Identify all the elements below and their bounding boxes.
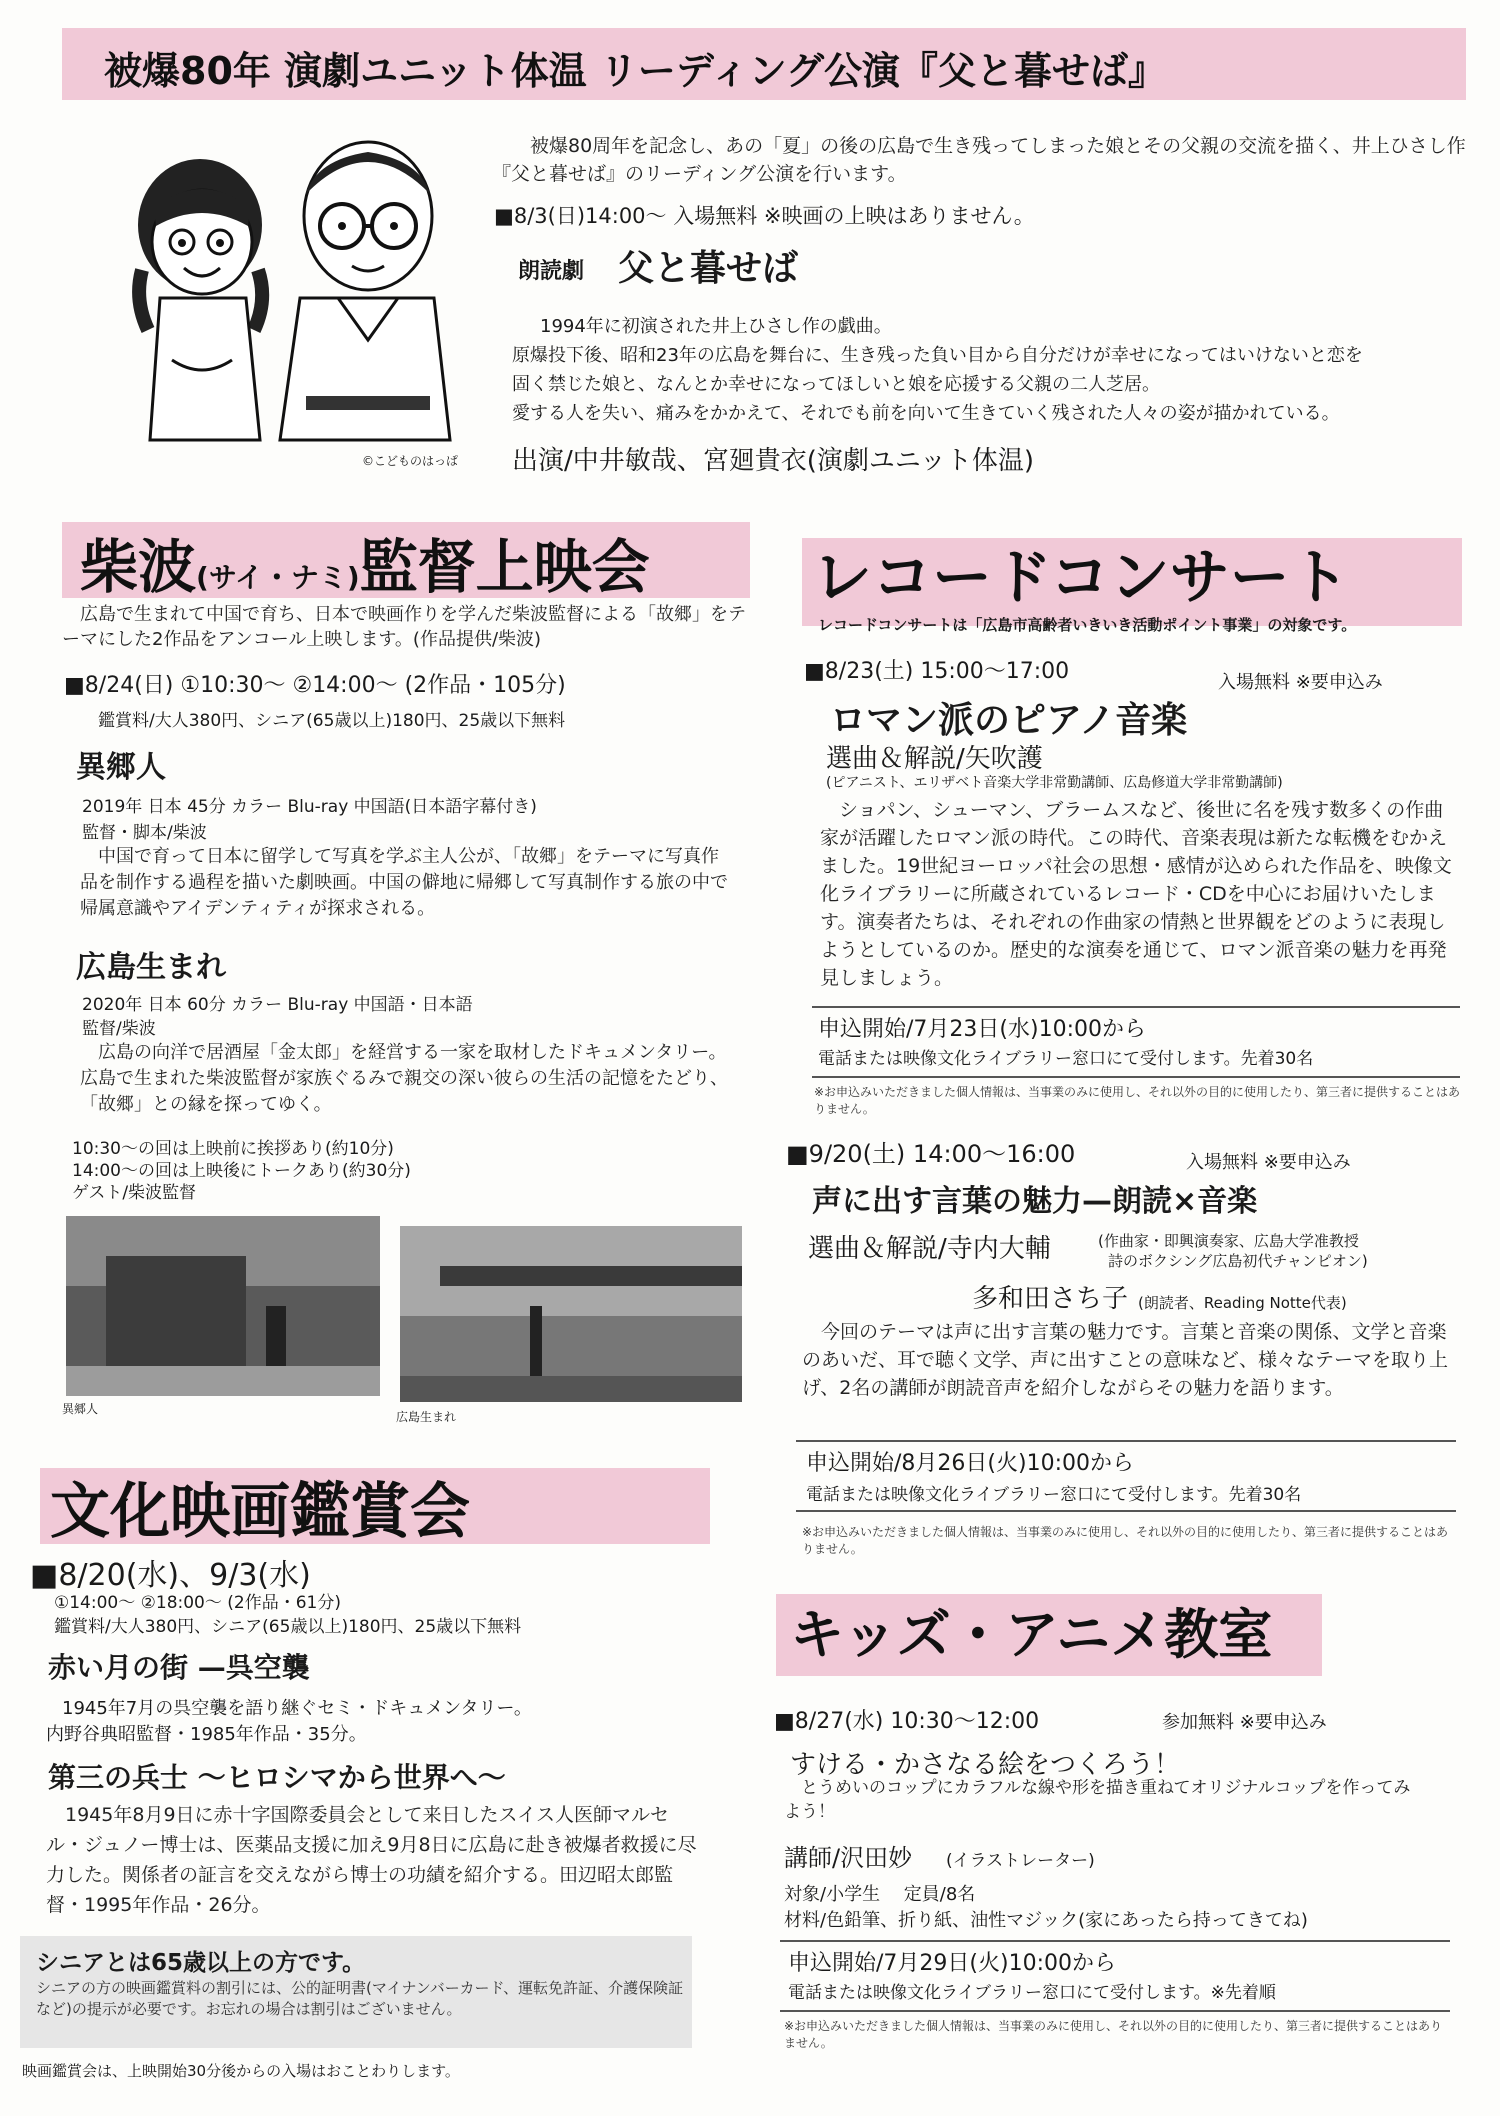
record-c2-title: 声に出す言葉の魅力—朗読×音楽 bbox=[812, 1184, 1258, 1219]
kids-admission: 参加無料 ※要申込み bbox=[1162, 1712, 1327, 1733]
intro-text: 被爆80周年を記念し、あの「夏」の後の広島で生き残ってしまった娘とその父親の交流を描く、井上ひさし作『父と暮せば』のリーディング公演を行います。 bbox=[492, 135, 1466, 185]
record-c1-apply-desc: 電話または映像文化ライブラリー窓口にて受付します。先着30名 bbox=[818, 1049, 1314, 1069]
shiba-film1-staff: 監督・脚本/柴波 bbox=[82, 823, 207, 843]
record-c2-desc: 今回のテーマは声に出す言葉の魅力です。言葉と音楽の関係、文学と音楽のあいだ、耳で聴く文学、声に出すことの意味など、様々なテーマを取り上げ、2名の講師が朗読音声を紹介しながらその魅力を語ります。 bbox=[802, 1321, 1449, 1399]
record-c2-privacy: ※お申込みいただきました個人情報は、当事業のみに使用し、それ以外の目的に使用したり、第三者に提供することはありません。 bbox=[802, 1525, 1449, 1556]
kids-title: すける・かさなる絵をつくろう！ bbox=[790, 1750, 1181, 1780]
kids-apply-desc: 電話または映像文化ライブラリー窓口にて受付します。※先着順 bbox=[788, 1983, 1276, 2003]
play-line-1: 1994年に初演された井上ひさし作の戯曲。 bbox=[540, 316, 892, 337]
record-sub: レコードコンサートは「広島市高齢者いきいき活動ポイント事業」の対象です。 bbox=[818, 616, 1357, 634]
title-banner: 被爆80年 演劇ユニット体温 リーディング公演『父と暮せば』 bbox=[104, 49, 1167, 93]
kids-privacy: ※お申込みいただきました個人情報は、当事業のみに使用し、それ以外の目的に使用したり、第三者に提供することはありません。 bbox=[784, 2019, 1443, 2050]
cast: 出演/中井敏哉、宮廻貴衣(演劇ユニット体温) bbox=[512, 446, 1035, 476]
kids-lecturer-note: (イラストレーター) bbox=[946, 1851, 1095, 1871]
shiba-note-1: 10:30～の回は上映前に挨拶あり(約10分) bbox=[72, 1139, 394, 1159]
illustration-credit: ©こどものはっぱ bbox=[362, 454, 459, 468]
shiba-date: ■8/24(日) ①10:30～ ②14:00～ (2作品・105分) bbox=[64, 673, 566, 698]
record-c1-apply: 申込開始/7月23日(水)10:00から bbox=[818, 1017, 1146, 1042]
shiba-banner-ruby: (サイ・ナミ) bbox=[196, 561, 360, 594]
intro-date: ■8/3(日)14:00～ 入場無料 ※映画の上映はありません。 bbox=[494, 204, 1035, 228]
shiba-film2-desc: 広島の向洋で居酒屋「金太郎」を経営する一家を取材したドキュメンタリー。広島で生まれた柴波監督が家族ぐるみで親交の深い彼らの生活の記憶をたどり、「故郷」との縁を探ってゆく。 bbox=[80, 1042, 728, 1115]
record-c1-title: ロマン派のピアノ音楽 bbox=[830, 700, 1188, 741]
record-c1-lecturer: 選曲＆解説/矢吹護 bbox=[826, 744, 1043, 774]
record-c2-apply-desc: 電話または映像文化ライブラリー窓口にて受付します。先着30名 bbox=[806, 1485, 1302, 1505]
bunka-banner: 文化映画鑑賞会 bbox=[50, 1477, 470, 1547]
record-c2-lecturer-note1: (作曲家・即興演奏家、広島大学准教授 bbox=[1098, 1232, 1359, 1250]
kids-apply: 申込開始/7月29日(火)10:00から bbox=[788, 1951, 1116, 1976]
bunka-film1-title: 赤い月の街 —呉空襲 bbox=[48, 1651, 310, 1684]
shiba-film2-meta: 2020年 日本 60分 カラー Blu-ray 中国語・日本語 bbox=[82, 995, 473, 1015]
shiba-fee: 鑑賞料/大人380円、シニア(65歳以上)180円、25歳以下無料 bbox=[98, 711, 566, 731]
shiba-banner-main: 柴波 bbox=[80, 533, 197, 601]
bunka-fee: 鑑賞料/大人380円、シニア(65歳以上)180円、25歳以下無料 bbox=[54, 1617, 522, 1637]
record-c2-lecturer2-note: (朗読者、Reading Notte代表) bbox=[1138, 1294, 1347, 1312]
record-c2-date: ■9/20(土) 14:00～16:00 bbox=[786, 1140, 1076, 1168]
shiba-film1-desc: 中国で育って日本に留学して写真を学ぶ主人公が、「故郷」をテーマに写真作品を制作する過程を描いた劇映画。中国の僻地に帰郷して写真制作する旅の中で帰属意識やアイデンティティが探求される。 bbox=[80, 846, 728, 919]
play-line-4: 愛する人を失い、痛みをかかえて、それでも前を向いて生きていく残された人々の姿が描かれている。 bbox=[512, 403, 1340, 424]
record-c1-privacy: ※お申込みいただきました個人情報は、当事業のみに使用し、それ以外の目的に使用したり、第三者に提供することはありません。 bbox=[814, 1085, 1461, 1116]
record-c1-lecturer-note: (ピアニスト、エリザベト音楽大学非常勤講師、広島修道大学非常勤講師) bbox=[826, 775, 1283, 791]
shiba-film1-meta: 2019年 日本 45分 カラー Blu-ray 中国語(日本語字幕付き) bbox=[82, 797, 537, 817]
shiba-desc: 広島で生まれて中国で育ち、日本で映画作りを学んだ柴波監督による「故郷」をテーマにした2作品をアンコール上映します。(作品提供/柴波) bbox=[62, 604, 746, 650]
bunka-film2-desc: 1945年8月9日に赤十字国際委員会として来日したスイス人医師マルセル・ジュノー博士は、医薬品支援に加え9月8日に広島に赴き被爆者救援に尽力した。関係者の証言を交えながら博士の功績を紹介する。田辺昭太郎監督・1995年作品・26分。 bbox=[46, 1804, 697, 1916]
play-line-3: 固く禁じた娘と、なんとか幸せになってほしいと娘を応援する父親の二人芝居。 bbox=[512, 374, 1160, 395]
play-title: 父と暮せば bbox=[618, 248, 799, 289]
play-prefix: 朗読劇 bbox=[518, 259, 585, 284]
kids-desc: とうめいのコップにカラフルな線や形を描き重ねてオリジナルコップを作ってみよう！ bbox=[784, 1778, 1411, 1822]
film-still-ikyojin bbox=[66, 1216, 380, 1396]
photo2-caption: 広島生まれ bbox=[396, 1410, 457, 1424]
shiba-film2-staff: 監督/柴波 bbox=[82, 1019, 156, 1039]
kids-date: ■8/27(水) 10:30～12:00 bbox=[774, 1709, 1040, 1734]
bunka-footer: 映画鑑賞会は、上映開始30分後からの入場はおことわりします。 bbox=[22, 2062, 460, 2080]
bunka-film1-staff: 内野谷典昭監督・1985年作品・35分。 bbox=[46, 1724, 367, 1745]
record-banner: レコードコンサート bbox=[812, 543, 1350, 613]
photo1-caption: 異郷人 bbox=[62, 1402, 99, 1416]
character-illustration bbox=[120, 130, 460, 460]
record-c2-lecturer: 選曲＆解説/寺内大輔 bbox=[808, 1234, 1051, 1264]
kids-target: 対象/小学生 定員/8名 bbox=[784, 1884, 976, 1905]
shiba-film1-title: 異郷人 bbox=[76, 750, 166, 785]
senior-desc: シニアの方の映画鑑賞料の割引には、公的証明書(マイナンバーカード、運転免許証、介護保険証など)の提示が必要です。お忘れの場合は割引はございません。 bbox=[36, 1979, 684, 2018]
bunka-film1-desc: 1945年7月の呉空襲を語り継ぐセミ・ドキュメンタリー。 bbox=[62, 1698, 532, 1719]
senior-title: シニアとは65歳以上の方です。 bbox=[36, 1950, 366, 1976]
record-c2-apply: 申込開始/8月26日(火)10:00から bbox=[806, 1451, 1134, 1476]
record-c1-desc: ショパン、シューマン、ブラームスなど、後世に名を残す数多くの作曲家が活躍したロマン派の時代。この時代、音楽表現は新たな転機をむかえました。19世紀ヨーロッパ社会の思想・感情が込められた作品を、映像文化ライブラリーに所蔵されているレコード・CDを中心にお届けいたします。演奏者たちは、それぞれの作曲家の情熱と世界観をどのように表現しようとしているのか。歴史的な演奏を通じて、ロマン派音楽の魅力を再発見しましょう。 bbox=[820, 799, 1452, 989]
bunka-film2-title: 第三の兵士 ～ヒロシマから世界へ～ bbox=[48, 1761, 506, 1794]
play-line-2: 原爆投下後、昭和23年の広島を舞台に、生き残った負い目から自分だけが幸せになってはいけないと恋を bbox=[512, 345, 1363, 366]
shiba-film2-title: 広島生まれ bbox=[76, 950, 226, 985]
shiba-banner-tail: 監督上映会 bbox=[359, 533, 650, 601]
bunka-times: ①14:00～ ②18:00～ (2作品・61分) bbox=[54, 1593, 341, 1613]
shiba-banner bbox=[80, 520, 650, 604]
record-c2-admission: 入場無料 ※要申込み bbox=[1186, 1152, 1351, 1173]
shiba-note-2: 14:00～の回は上映後にトークあり(約30分) bbox=[72, 1161, 411, 1181]
record-c2-lecturer-note2: 詩のボクシング広島初代チャンピオン) bbox=[1108, 1252, 1368, 1270]
film-still-hiroshima-umare bbox=[400, 1226, 742, 1402]
kids-materials: 材料/色鉛筆、折り紙、油性マジック(家にあったら持ってきてね) bbox=[784, 1910, 1308, 1931]
kids-lecturer: 講師/沢田妙 bbox=[784, 1844, 913, 1872]
kids-banner: キッズ・アニメ教室 bbox=[790, 1603, 1273, 1666]
record-c1-admission: 入場無料 ※要申込み bbox=[1218, 672, 1383, 693]
record-c1-date: ■8/23(土) 15:00～17:00 bbox=[804, 659, 1070, 684]
record-c2-lecturer2: 多和田さち子 bbox=[972, 1284, 1129, 1314]
shiba-note-3: ゲスト/柴波監督 bbox=[72, 1183, 197, 1203]
bunka-date: ■8/20(水)、9/3(水) bbox=[30, 1558, 311, 1593]
